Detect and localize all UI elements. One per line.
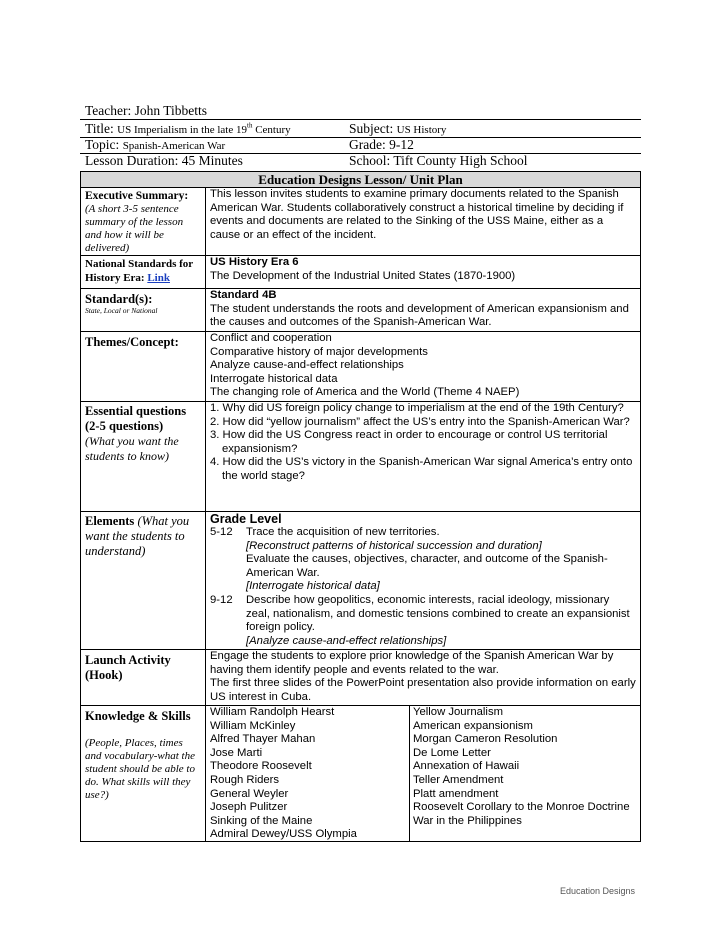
school: School: Tift County High School <box>349 153 528 168</box>
list-item: War in the Philippines <box>413 814 522 827</box>
footer-text: Education Designs <box>560 886 636 896</box>
people-list <box>210 706 405 842</box>
standard-text: The student understands the roots and development of American expansionism and the causes and outcomes of the Spanish-American War. <box>210 302 629 329</box>
list-item: Yellow Journalism <box>413 706 503 718</box>
knowledge-skills-row <box>81 706 640 841</box>
national-standards-row <box>81 256 640 289</box>
theme-item: Conflict and cooperation <box>210 332 332 344</box>
launch-activity-row <box>81 650 640 706</box>
list-item: De Lome Letter <box>413 746 491 759</box>
list-item: Alfred Thayer Mahan <box>210 733 316 746</box>
lesson-plan-table <box>80 171 641 842</box>
standards-link[interactable]: Link <box>147 272 170 284</box>
duration-row <box>80 153 641 169</box>
grade: Grade: 9-12 <box>349 137 414 152</box>
teacher-row <box>80 103 641 120</box>
essential-questions-label: Essential questions (2-5 questions) <box>85 404 187 433</box>
essential-questions-sublabel: (What you want the students to know) <box>85 434 179 463</box>
grade-level-heading: Grade Level <box>210 512 282 526</box>
standard-heading: Standard 4B <box>210 289 277 301</box>
list-item: Roosevelt Corollary to the Monroe Doctrine <box>413 801 630 814</box>
themes-label: Themes/Concept: <box>85 335 179 349</box>
list-item: Rough Riders <box>210 773 280 786</box>
table-banner: Education Designs Lesson/ Unit Plan <box>81 172 640 188</box>
executive-summary-sublabel: (A short 3-5 sentence summary of the lesson and how it will be delivered) <box>85 203 184 254</box>
elements-label: Elements (What you want the students to understand) <box>85 514 190 558</box>
essential-questions-row <box>81 402 640 512</box>
standards-row <box>81 289 640 332</box>
list-item: Sinking of the Maine <box>210 814 313 827</box>
theme-item: The changing role of America and the World (Theme 4 NAEP) <box>210 386 520 399</box>
topic-row <box>80 137 641 154</box>
knowledge-skills-sublabel: (People, Places, times and vocabulary-what the student should be able to do. What skills will they use?) <box>85 737 195 801</box>
list-item: Platt amendment <box>413 787 499 800</box>
elements-row <box>81 512 640 650</box>
title-row <box>80 121 641 138</box>
theme-item: Interrogate historical data <box>210 372 338 385</box>
era-text: The Development of the Industrial United States (1870-1900) <box>210 269 516 282</box>
themes-row <box>81 332 640 402</box>
list-item: Admiral Dewey/USS Olympia <box>210 828 357 841</box>
vocabulary-list <box>413 706 636 828</box>
executive-summary-text: This lesson invites students to examine primary documents related to the Spanish American War. Students collaboratively construct a historical timeline by deciding if events and documents are related to the Sinking of the USS Maine, either as a cause or an effect of the incident. <box>210 188 624 241</box>
list-item: Joseph Pulitzer <box>210 801 288 814</box>
subject: Subject: US History <box>349 121 447 136</box>
lesson-duration: Lesson Duration: 45 Minutes <box>85 153 243 168</box>
list-item: Teller Amendment <box>413 773 504 786</box>
list-item: General Weyler <box>210 787 289 800</box>
column-divider <box>409 706 410 841</box>
launch-text: Engage the students to explore prior knowledge of the Spanish American War by having them identify people and events related to the war. <box>210 650 614 676</box>
national-standards-label: National Standards for History Era: Link <box>85 258 193 284</box>
launch-activity-label: Launch Activity (Hook) <box>85 653 171 682</box>
question-item: 2. How did “yellow journalism” affect the US’s entry into the Spanish-American War? <box>210 415 630 428</box>
title: Title: US Imperialism in the late 19th Century <box>85 121 291 136</box>
era-heading: US History Era 6 <box>210 256 299 268</box>
topic: Topic: Spanish-American War <box>85 137 226 152</box>
grade-5-12-block: 5-12 Trace the acquisition of new territories. [Reconstruct patterns of historical succession and duration] Evaluate the causes, objectives, character, and outcome of the Spanish-American War. [Interrogate historical data] <box>210 526 608 593</box>
theme-item: Analyze cause-and-effect relationships <box>210 359 404 372</box>
launch-text: The first three slides of the PowerPoint presentation also provide information on early US interest in Cuba. <box>210 677 636 703</box>
list-item: William Randolph Hearst <box>210 706 335 718</box>
standards-sublabel: State, Local or National <box>85 306 158 315</box>
list-item: Morgan Cameron Resolution <box>413 733 558 746</box>
executive-summary-label: Executive Summary: <box>85 190 189 202</box>
executive-summary-row <box>81 188 640 256</box>
grade-9-12-block: 9-12 Describe how geopolitics, economic interests, racial ideology, missionary zeal, nationalism, and domestic tensions combined to create an expansionist foreign policy. [Analyze cause-and-effect relationships] <box>210 593 630 647</box>
question-item: 1. Why did US foreign policy change to imperialism at the end of the 19th Century? <box>210 402 624 414</box>
list-item: Annexation of Hawaii <box>413 760 520 773</box>
theme-item: Comparative history of major developments <box>210 345 428 358</box>
standards-label: Standard(s): <box>85 292 153 306</box>
question-item: 3. How did the US Congress react in order to encourage or control US territorial expansionism? <box>210 429 608 455</box>
list-item: American expansionism <box>413 719 533 732</box>
list-item: Jose Marti <box>210 746 263 759</box>
teacher: Teacher: John Tibbetts <box>85 103 208 118</box>
knowledge-skills-label: Knowledge & Skills <box>85 709 191 723</box>
list-item: Theodore Roosevelt <box>210 760 312 773</box>
question-item: 4. How did the US’s victory in the Spanish-American War signal America’s entry onto the world stage? <box>210 456 633 482</box>
list-item: William McKinley <box>210 719 296 732</box>
